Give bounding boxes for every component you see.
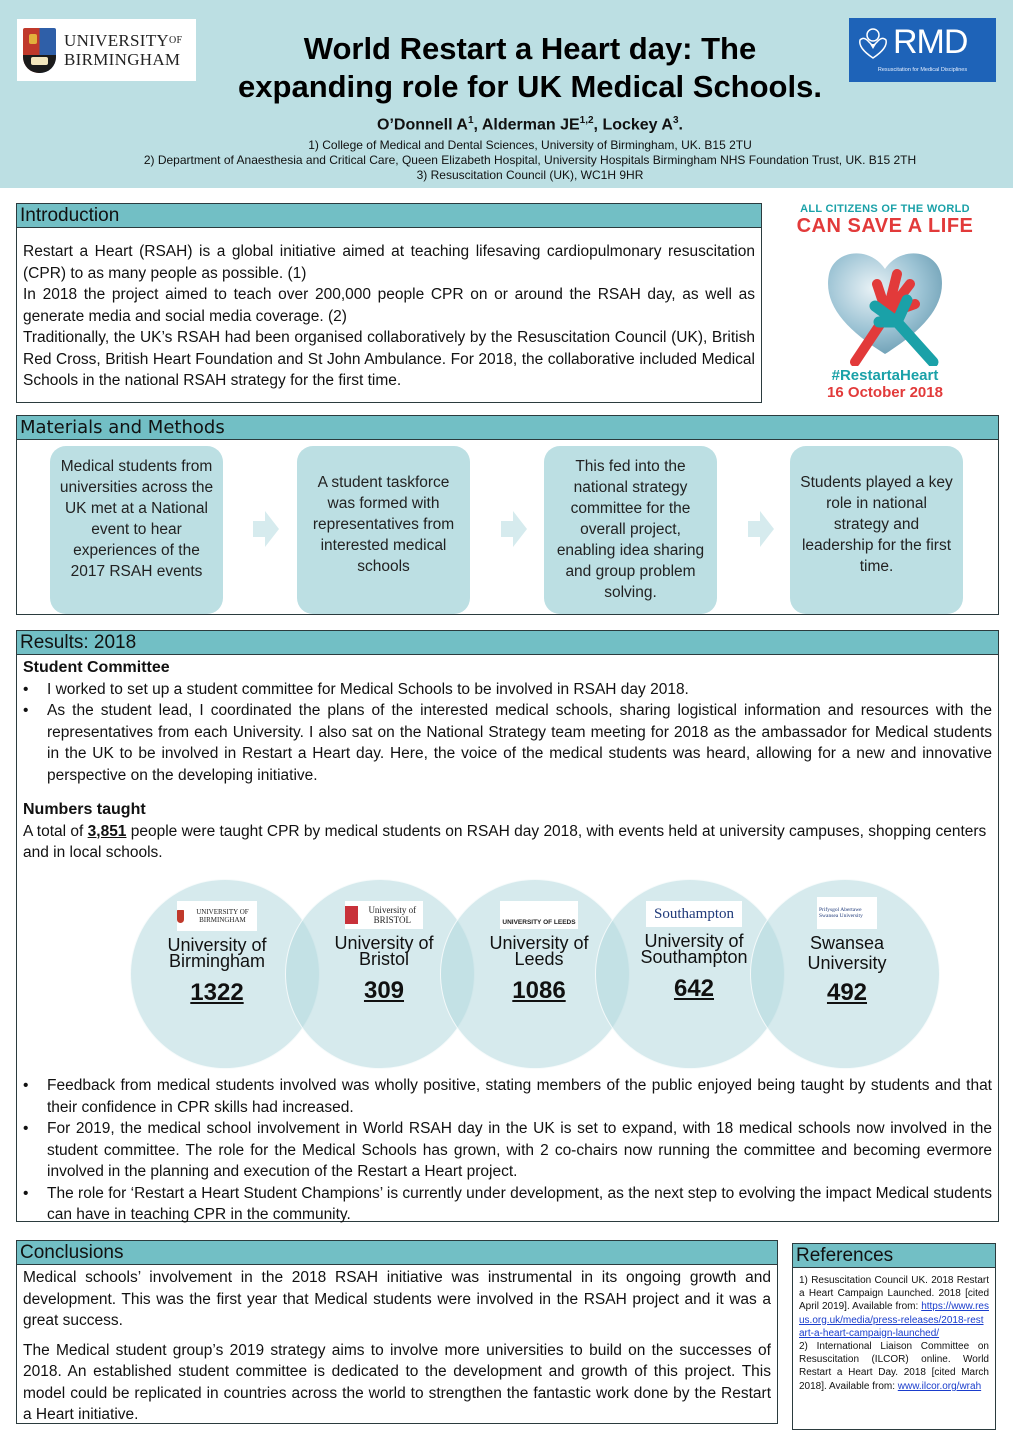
- reference-item: 1) Resuscitation Council UK. 2018 Restart a Heart Campaign Launched. 2018 [cited April 2019]. Available from: https://www.resus.org.uk/media/press-releases/2018-restart-a-heart-campaign-launched/: [799, 1275, 989, 1339]
- bullet-item: • I worked to set up a student committee for Medical Schools to be involved in RSAH day 2018.: [23, 679, 992, 701]
- introduction-heading: Introduction: [17, 204, 761, 228]
- method-step-3: This fed into the national strategy committee for the overall project, enabling idea sharing and group problem solving.: [544, 446, 717, 614]
- bristol-logo: University of BRISTOL: [345, 901, 423, 929]
- restart-a-heart-campaign-image: ALL CITIZENS OF THE WORLD CAN SAVE A LIFE #RestartaHeart 16 October 2018: [796, 203, 974, 401]
- southampton-count: 642: [673, 975, 715, 1002]
- conclusion-paragraph: The Medical student group’s 2019 strategy aims to involve more universities to build on the successes of 2018. An established student committee is dedicated to the development and growth of this project. This model could be replicated in countries across the world to strengthen the fantastic work done by the Restart a Heart initiative.: [23, 1341, 771, 1423]
- affiliation-2: 2) Department of Anaesthesia and Critical Care, Queen Elizabeth Hospital, University Hospitals Birmingham NHS Foundation Trust, UK. B15 2TH: [143, 153, 917, 167]
- method-step-1: Medical students from universities across the UK met at a National event to hear experiences of the 2017 RSAH events: [50, 446, 223, 614]
- southampton-logo: Southampton: [646, 901, 742, 927]
- birmingham-count: 1322: [190, 979, 244, 1006]
- university-counts-diagram: [17, 879, 1000, 1071]
- birmingham-logo: UNIVERSITY OF BIRMINGHAM: [177, 901, 257, 931]
- poster-header: [0, 0, 1013, 188]
- bristol-count: 309: [363, 977, 405, 1004]
- reference-link[interactable]: www.ilcor.org/wrah: [897, 1380, 982, 1392]
- arrow-right-icon: [748, 511, 774, 547]
- conclusions-heading: Conclusions: [17, 1241, 777, 1265]
- arrow-right-icon: [253, 511, 279, 547]
- authors: O’Donnell $A^1$, Alderman JE$^{1,2}$, Lockey $A^3$.: [377, 115, 683, 134]
- method-step-2: A student taskforce was formed with representatives from interested medical schools: [297, 446, 470, 614]
- references-section: [792, 1243, 996, 1430]
- university-circle-southampton: Southampton University of Southampton 642: [599, 879, 789, 1069]
- university-circle-bristol: University of BRISTOL University of Bristol 309: [289, 879, 479, 1069]
- conclusions-section: [16, 1240, 778, 1424]
- reference-item: 2) International Liaison Committee on Resuscitation (ILCOR) online. World Restart a Heart Day. 2018 [cited March 2018]. Available from: www.ilcor.org/wrah: [799, 1341, 989, 1392]
- references-heading: References: [793, 1244, 995, 1268]
- leeds-logo: UNIVERSITY OF LEEDS: [500, 901, 578, 929]
- methods-heading: Materials and Methods: [17, 416, 998, 440]
- affiliation-3: 3) Resuscitation Council (UK), WC1H 9HR: [416, 168, 644, 182]
- rmd-logo: RMD Resuscitation for Medical Disciplines: [849, 18, 996, 82]
- rmd-heart-person-icon: [857, 26, 889, 60]
- numbers-taught-subheading: Numbers taught: [23, 801, 146, 818]
- birmingham-crest-icon: [23, 28, 56, 73]
- university-circle-birmingham: UNIVERSITY OF BIRMINGHAM University of Birmingham 1322: [122, 879, 312, 1069]
- uob-logo-text: $UNIVERSITY^{OF}$ BIRMINGHAM: [64, 31, 183, 69]
- intro-paragraph: Restart a Heart (RSAH) is a global initiative aimed at teaching lifesaving cardiopulmonary resuscitation (CPR) to as many people as possible. (1): [23, 243, 755, 282]
- student-committee-subheading: Student Committee: [23, 659, 170, 676]
- results-heading: Results: 2018: [17, 631, 998, 655]
- bullet-item: • For 2019, the medical school involvement in World RSAH day in the UK is set to expand, with 18 medical schools now involved in the student committee. The role for the Medical Schools has grown, with 2 co-chairs now running the committee and becoming evermore involved in the planning and execution of the Restart a Heart project.: [23, 1118, 992, 1183]
- bullet-item: • The role for ‘Restart a Heart Student Champions’ is currently under development, as the next step to evolving the impact Medical students can have in teaching CPR in the community.: [23, 1183, 992, 1226]
- arrow-right-icon: [501, 511, 527, 547]
- poster-title: World Restart a Heart day: The expanding role for UK Medical Schools.: [238, 31, 822, 104]
- university-circle-swansea: Prifysgol Abertawe Swansea University Swansea University 492: [752, 879, 942, 1069]
- materials-and-methods-section: [16, 415, 999, 615]
- university-circle-leeds: UNIVERSITY OF LEEDS University of Leeds 1086: [444, 879, 634, 1069]
- swansea-logo: Prifysgol Abertawe Swansea University: [817, 897, 877, 929]
- bullet-item: • Feedback from medical students involved was wholly positive, stating members of the public enjoyed being taught by students and that their confidence in CPR skills had increased.: [23, 1075, 992, 1118]
- globe-heart-hands-icon: [815, 244, 955, 366]
- leeds-count: 1086: [512, 977, 566, 1004]
- affiliation-1: 1) College of Medical and Dental Sciences, University of Birmingham, UK. B15 2TU: [308, 138, 752, 152]
- intro-paragraph: Traditionally, the UK’s RSAH had been organised collaboratively by the Resuscitation Council (UK), British Red Cross, British Heart Foundation and St John Ambulance. For 2018, the collaborative included Medical Schools in the national RSAH strategy for the first time.: [23, 329, 755, 389]
- university-of-birmingham-logo: [17, 19, 196, 81]
- results-section: [16, 630, 999, 1222]
- reference-link[interactable]: https://www.resus.org.uk/media/press-releases/2018-restart-a-heart-campaign-launched/: [799, 1301, 989, 1339]
- introduction-section: [16, 203, 762, 403]
- bullet-item: • As the student lead, I coordinated the plans of the interested medical schools, sharing logistical information and resources with the representatives from each University. I also sat on the National Strategy team meeting for 2018 as the ambassador for Medical students in the UK to be involved in Restart a Heart day. Here, the voice of the medical students was heard, allowing for a new and innovative perspective on the developing initiative.: [23, 700, 992, 786]
- conclusion-paragraph: Medical schools’ involvement in the 2018 RSAH initiative was instrumental in its ongoing growth and development. This was the first year that Medical students were involved in the RSAH project and it was a great success.: [23, 1269, 771, 1329]
- swansea-count: 492: [826, 979, 868, 1006]
- intro-paragraph: In 2018 the project aimed to teach over 200,000 people CPR on or around the RSAH day, as well as generate media and social media coverage. (2): [23, 286, 755, 325]
- total-taught-value: 3,851: [87, 822, 127, 840]
- method-step-4: Students played a key role in national strategy and leadership for the first time.: [790, 446, 963, 614]
- numbers-taught-text: A total of 3,851 people were taught CPR by medical students on RSAH day 2018, with events held at university campuses, shopping centers and in local schools.: [23, 822, 987, 861]
